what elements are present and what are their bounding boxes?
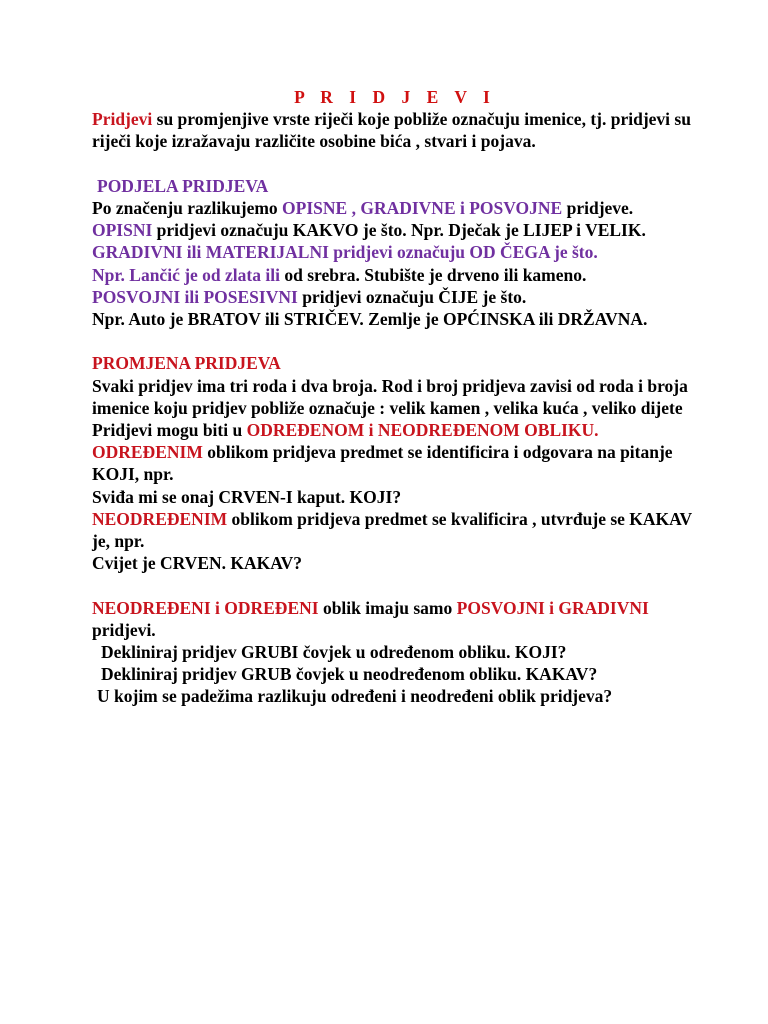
promjena-heading: PROMJENA PRIDJEVA [92,353,281,374]
intro-paragraph [92,108,692,152]
zakljucak-term-a: NEODREĐENI i ODREĐENI [92,597,319,618]
gradivni-example-a: Npr. Lančić je od zlata ili [92,264,280,285]
podjela-text-c: pridjeve. [562,198,634,218]
neodredjeni-text: oblikom pridjeva predmet se kvalificira , utvrđuje se KAKAV je, npr. [92,508,692,552]
task-2: Dekliniraj pridjev GRUB čovjek u neodređenom obliku. KAKAV? [101,664,598,685]
oblik-text: Pridjevi mogu biti u [92,420,247,441]
neodredjeni-term: NEODREĐENIM [92,508,228,529]
gradivni-paragraph: GRADIVNI ili MATERIJALNI pridjevi označuju OD ČEGA je što. [92,242,598,263]
neodredjeni-example: Cvijet je CRVEN. KAKAV? [92,553,303,574]
podjela-line [92,197,692,219]
oblik-terms: ODREĐENOM i NEODREĐENOM OBLIKU. [246,420,599,441]
gradivni-example-b: od srebra. Stubište je drveno ili kameno. [279,264,587,285]
podjela-types: OPISNE , GRADIVNE i POSVOJNE [282,198,563,218]
task-1: Dekliniraj pridjev GRUBI čovjek u određenom obliku. KOJI? [101,642,567,663]
podjela-heading: PODJELA PRIDJEVA [97,175,269,196]
zakljucak-term-c: POSVOJNI i GRADIVNI [456,597,649,618]
zakljucak-text-b: oblik imaju samo [318,597,457,618]
oblik-paragraph [92,419,692,441]
zakljucak-text-d: pridjevi. [92,619,156,640]
posvojni-paragraph [92,286,692,308]
opisni-term: OPISNI [92,220,153,241]
intro-term: Pridjevi [92,109,153,130]
neodredjeni-paragraph [92,508,692,552]
posvojni-example: Npr. Auto je BRATOV ili STRIČEV. Zemlje je OPĆINSKA ili DRŽAVNA. [92,309,648,330]
task-3: U kojim se padežima razlikuju određeni i neodređeni oblik pridjeva? [97,686,613,707]
odredjeni-paragraph [92,441,692,485]
odredjeni-text: oblikom pridjeva predmet se identificira i odgovara na pitanje KOJI, npr. [92,442,673,485]
document-title: P R I D J E V I [294,87,496,107]
document-page [92,86,692,708]
posvojni-term: POSVOJNI ili POSESIVNI [92,286,298,307]
posvojni-text: pridjevi označuju ČIJE je što. [297,286,527,307]
gradivni-example [92,264,692,286]
podjela-text-a: Po značenju razlikujemo [92,198,283,218]
promjena-paragraph: Svaki pridjev ima tri roda i dva broja. Rod i broj pridjeva zavisi od roda i broja imenice koju pridjev pobliže označuje : velik kamen , velika kuća , veliko dijete [92,375,688,418]
intro-text: su promjenjive vrste riječi koje pobliže označuju imenice, tj. pridjevi su riječi koje izražavaju različite osobine bića , stvari i pojava. [92,109,691,152]
odredjeni-term: ODREĐENIM [92,442,203,463]
opisni-text: pridjevi označuju KAKVO je što. Npr. Dječak je LIJEP i VELIK. [152,220,646,241]
odredjeni-example: Sviđa mi se onaj CRVEN-I kaput. KOJI? [92,486,402,507]
opisni-paragraph [92,219,692,241]
zakljucak-paragraph [92,597,692,641]
